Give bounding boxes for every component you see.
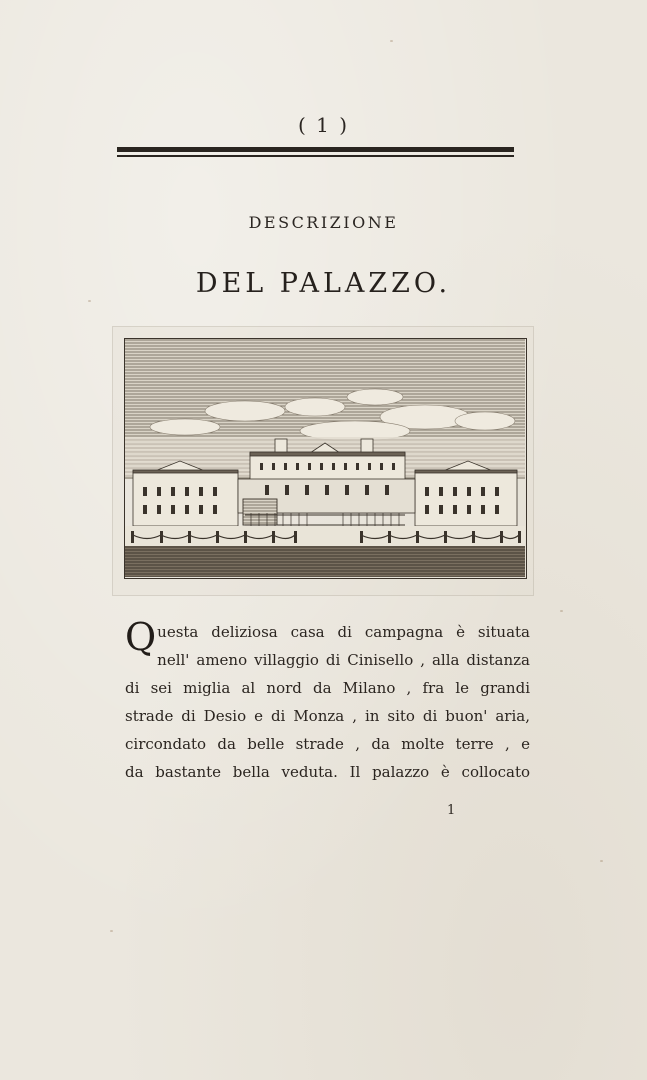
palace-engraving (124, 338, 527, 579)
drop-cap: Q (125, 615, 157, 659)
body-line: da bastante bella veduta. Il palazzo è collocato (125, 763, 530, 781)
header-rule-thick (117, 147, 514, 152)
section-heading-large: DEL PALAZZO. (195, 268, 452, 299)
paper-speck (600, 860, 603, 862)
section-heading-small: DESCRIZIONE (248, 213, 399, 232)
page-number: ( 1 ) (297, 113, 350, 137)
paper-speck (88, 300, 91, 302)
header-rule-thin (117, 155, 514, 157)
paper-speck (390, 40, 393, 42)
body-line: strade di Desio e di Monza , in sito di buon' aria, (125, 707, 530, 725)
body-line: di sei miglia al nord da Milano , fra le grandi (125, 679, 530, 697)
body-line: uesta deliziosa casa di campagna è situata (157, 623, 530, 641)
body-paragraph (125, 615, 530, 786)
paper-speck (110, 930, 113, 932)
paper-speck (560, 610, 563, 612)
body-line: nell' ameno villaggio di Cinisello , alla distanza (157, 651, 530, 669)
body-line: circondato da belle strade , da molte terre , e (125, 735, 530, 753)
signature-mark: 1 (447, 803, 456, 818)
